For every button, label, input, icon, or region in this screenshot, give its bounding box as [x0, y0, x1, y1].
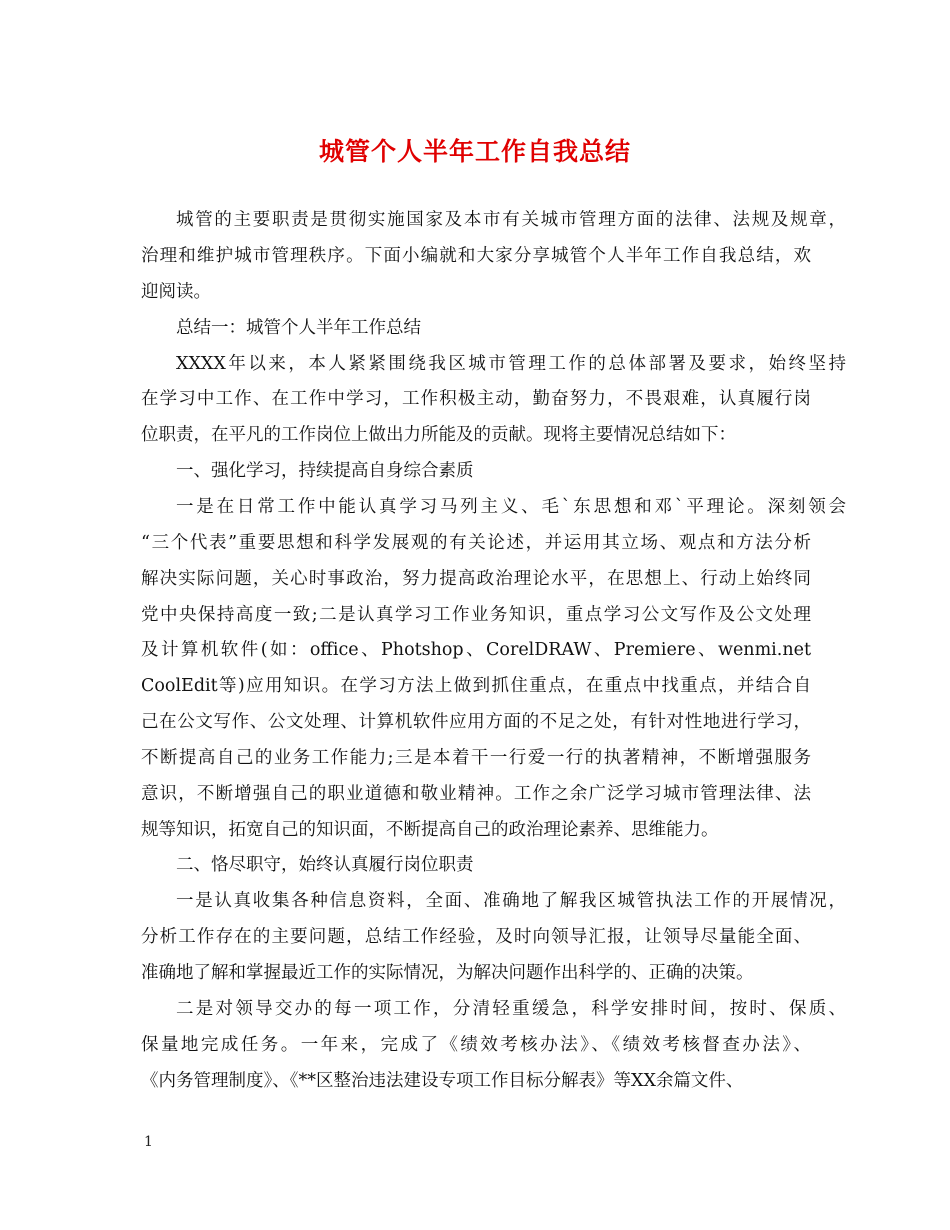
body-line: 城管的主要职责是贯彻实施国家及本市有关城市管理方面的法律、法规及规章，: [176, 210, 846, 230]
body-line: 治理和维护城市管理秩序。下面小编就和大家分享城管个人半年工作自我总结，欢: [141, 246, 811, 266]
document-title: 城管个人半年工作自我总结: [318, 137, 631, 166]
body-line: CoolEdit等)应用知识。在学习方法上做到抓住重点，在重点中找重点，并结合自: [141, 676, 811, 696]
body-line: 不断提高自己的业务工作能力;三是本着干一行爱一行的执著精神，不断增强服务: [141, 748, 811, 768]
body-line: 准确地了解和掌握最近工作的实际情况，为解决问题作出科学的、正确的决策。: [141, 963, 754, 983]
body-line: 迎阅读。: [141, 282, 211, 302]
section-heading: 一、强化学习，持续提高自身综合素质: [176, 461, 474, 481]
section-heading: 二、恪尽职守，始终认真履行岗位职责: [176, 855, 474, 875]
body-line: 分析工作存在的主要问题，总结工作经验，及时向领导汇报，让领导尽量能全面、: [141, 927, 811, 947]
page-number: 1: [144, 1134, 153, 1150]
body-line: 解决实际问题，关心时事政治，努力提高政治理论水平，在思想上、行动上始终同: [141, 569, 811, 589]
body-line: 在学习中工作、在工作中学习，工作积极主动，勤奋努力，不畏艰难，认真履行岗: [141, 389, 811, 409]
body-line: 二是对领导交办的每一项工作，分清轻重缓急，科学安排时间，按时、保质、: [176, 999, 846, 1019]
body-line: 一是认真收集各种信息资料，全面、准确地了解我区城管执法工作的开展情况，: [176, 891, 846, 911]
body-line: 规等知识，拓宽自己的知识面，不断提高自己的政治理论素养、思维能力。: [141, 820, 719, 840]
body-line: 一是在日常工作中能认真学习马列主义、毛`东思想和邓`平理论。深刻领会: [176, 497, 846, 517]
body-line: XXXX年以来，本人紧紧围绕我区城市管理工作的总体部署及要求，始终坚持: [176, 354, 846, 374]
body-line: 位职责，在平凡的工作岗位上做出力所能及的贡献。现将主要情况总结如下：: [141, 425, 736, 445]
section-heading: 总结一：城管个人半年工作总结: [176, 318, 421, 338]
body-line: “三个代表”重要思想和科学发展观的有关论述，并运用其立场、观点和方法分析: [141, 533, 811, 553]
body-line: 己在公文写作、公文处理、计算机软件应用方面的不足之处，有针对性地进行学习，: [141, 712, 811, 732]
body-line: 党中央保持高度一致;二是认真学习工作业务知识，重点学习公文写作及公文处理: [141, 605, 811, 625]
body-line: 《内务管理制度》、《**区整治违法建设专项工作目标分解表》等XX余篇文件、: [141, 1071, 744, 1091]
body-line: 及计算机软件(如：office、Photshop、CorelDRAW、Premiere、wenmi.net: [141, 640, 811, 660]
body-line: 意识，不断增强自己的职业道德和敬业精神。工作之余广泛学习城市管理法律、法: [141, 784, 811, 804]
body-line: 保量地完成任务。一年来，完成了《绩效考核办法》、《绩效考核督查办法》、: [141, 1035, 811, 1055]
